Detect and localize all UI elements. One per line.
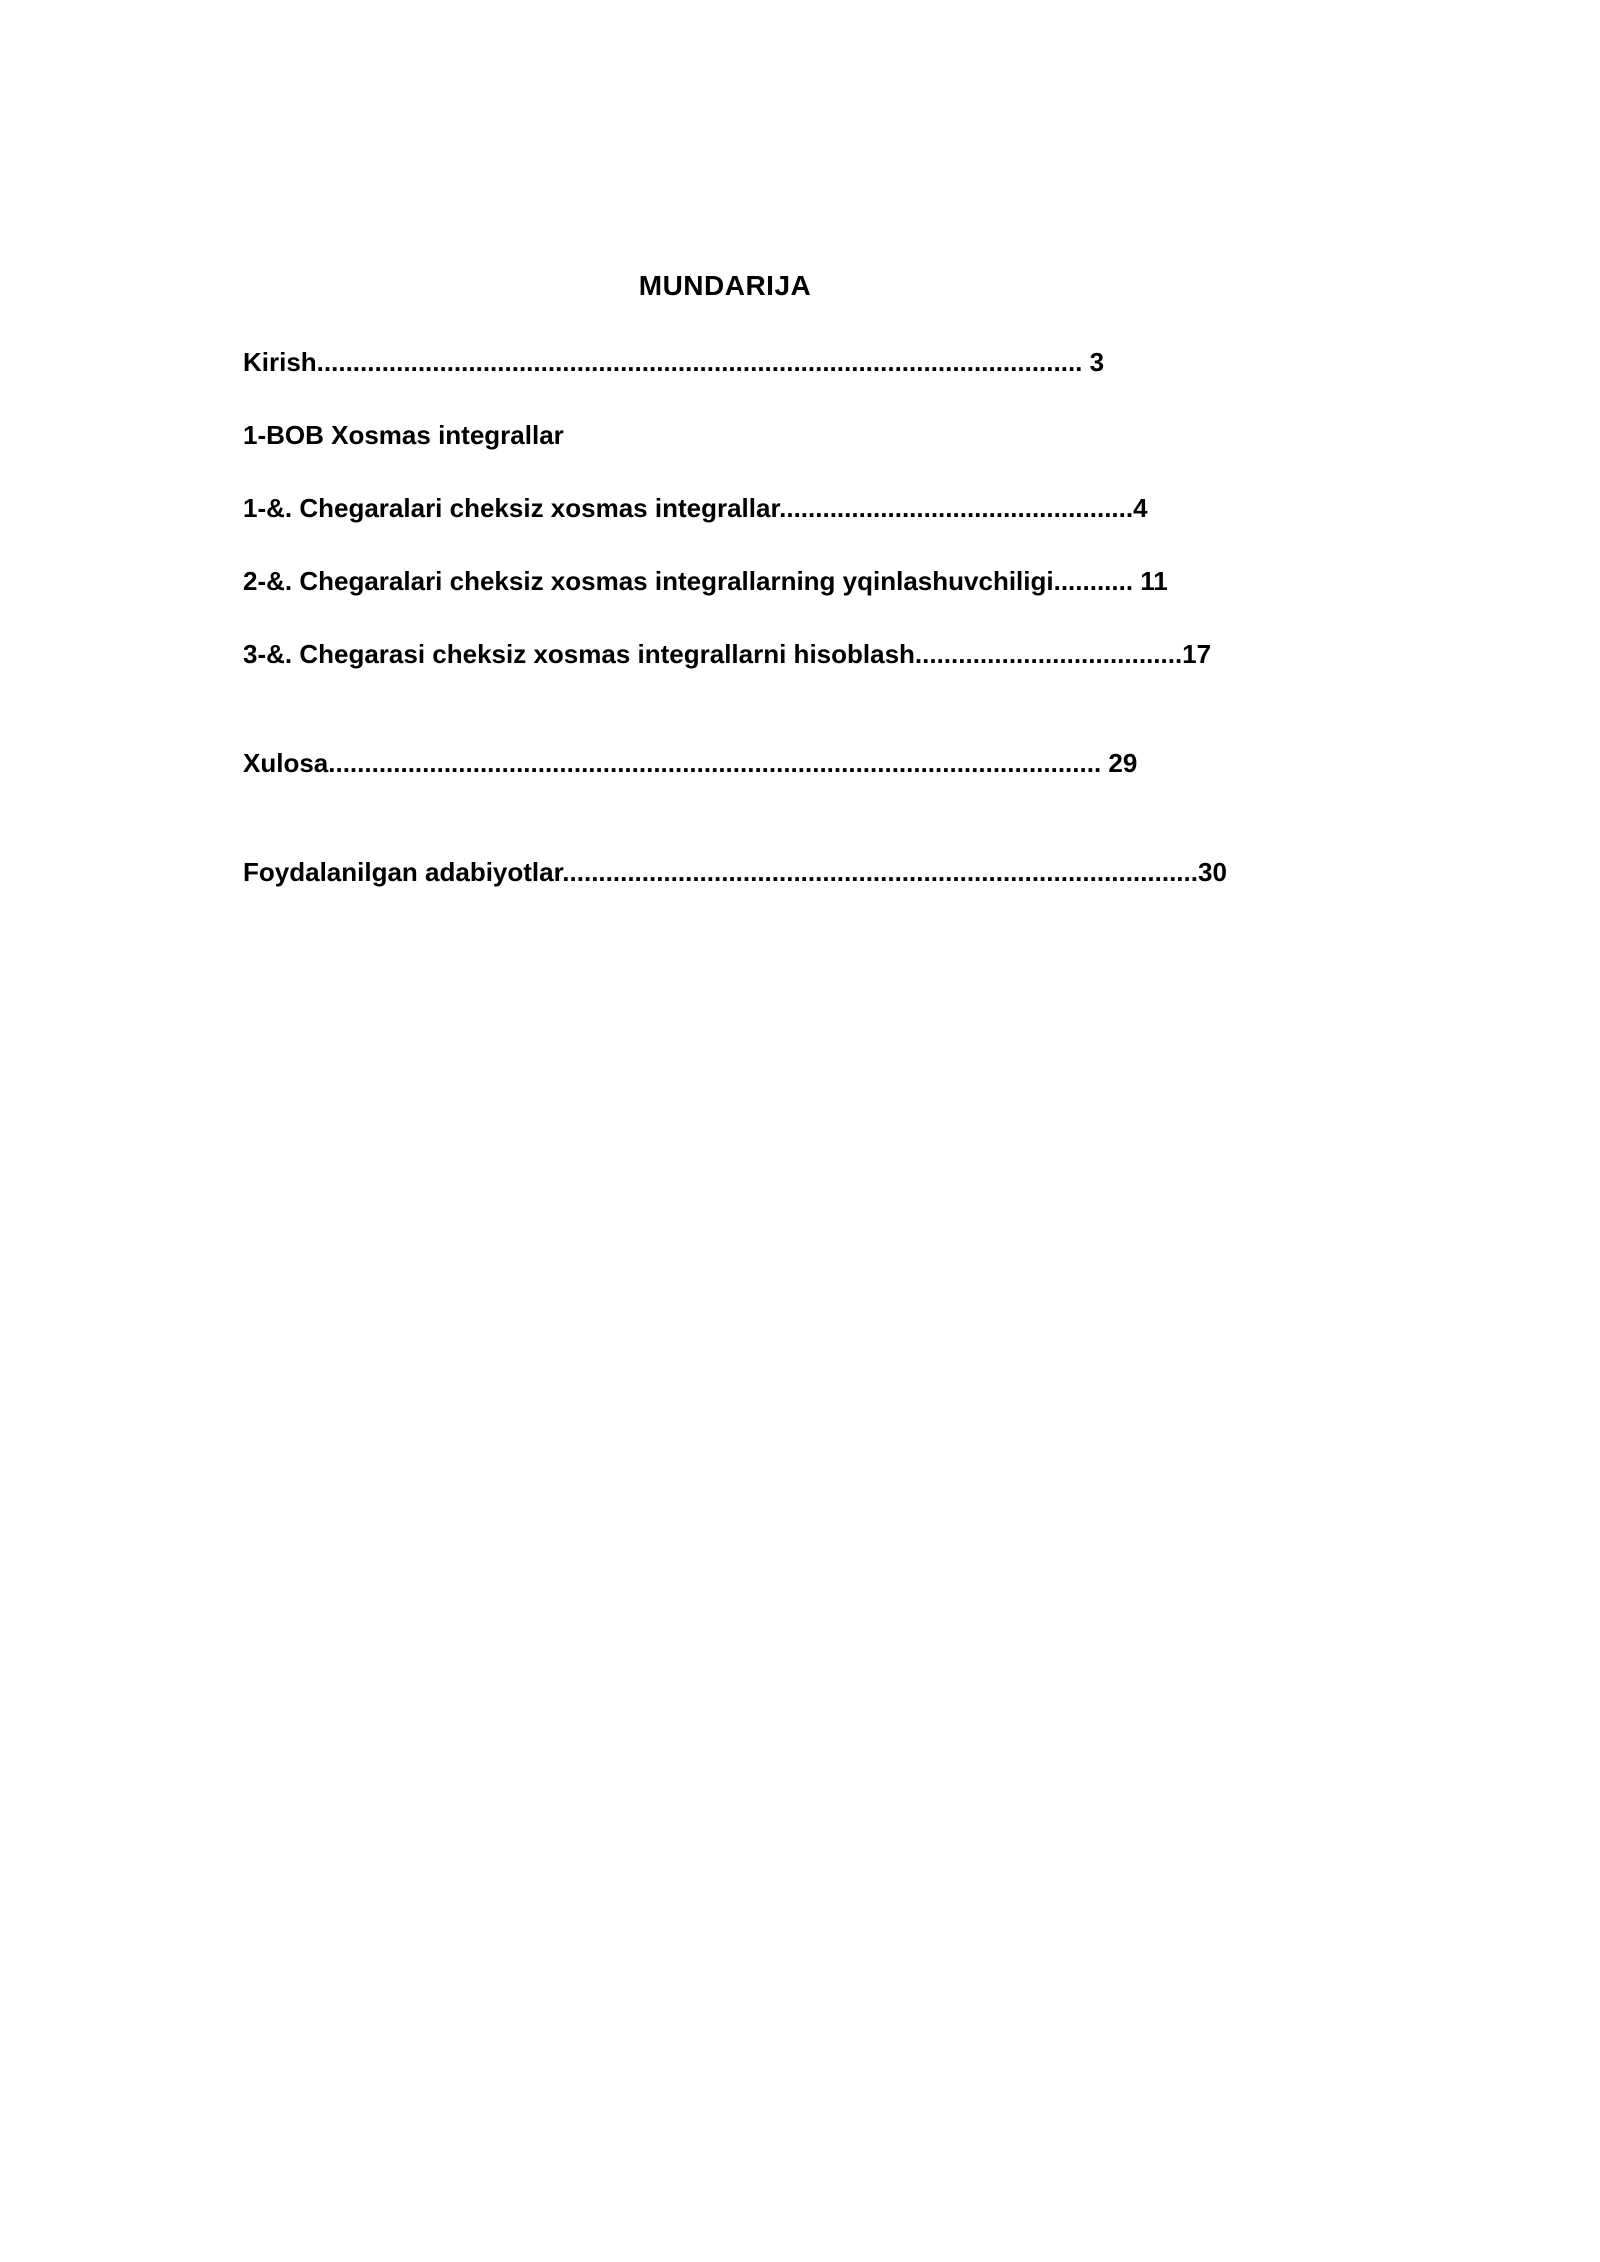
toc-entry-kirish: Kirish.......................................................................................................... 3 <box>243 347 1105 377</box>
toc-section-3: 3-&. Chegarasi cheksiz xosmas integrallarni hisoblash.....................................17 <box>243 639 1212 669</box>
toc-chapter-1: 1-BOB Xosmas integrallar <box>243 420 564 450</box>
toc-title: MUNDARIJA <box>638 270 812 301</box>
toc-section-1: 1-&. Chegaralari cheksiz xosmas integrallar.................................................4 <box>243 493 1148 523</box>
toc-entry-adabiyotlar: Foydalanilgan adabiyotlar........................................................................................30 <box>243 857 1227 887</box>
toc-entry-xulosa: Xulosa........................................................................................................... 29 <box>243 748 1138 778</box>
toc-section-2: 2-&. Chegaralari cheksiz xosmas integrallarning yqinlashuvchiligi........... 11 <box>243 566 1168 596</box>
